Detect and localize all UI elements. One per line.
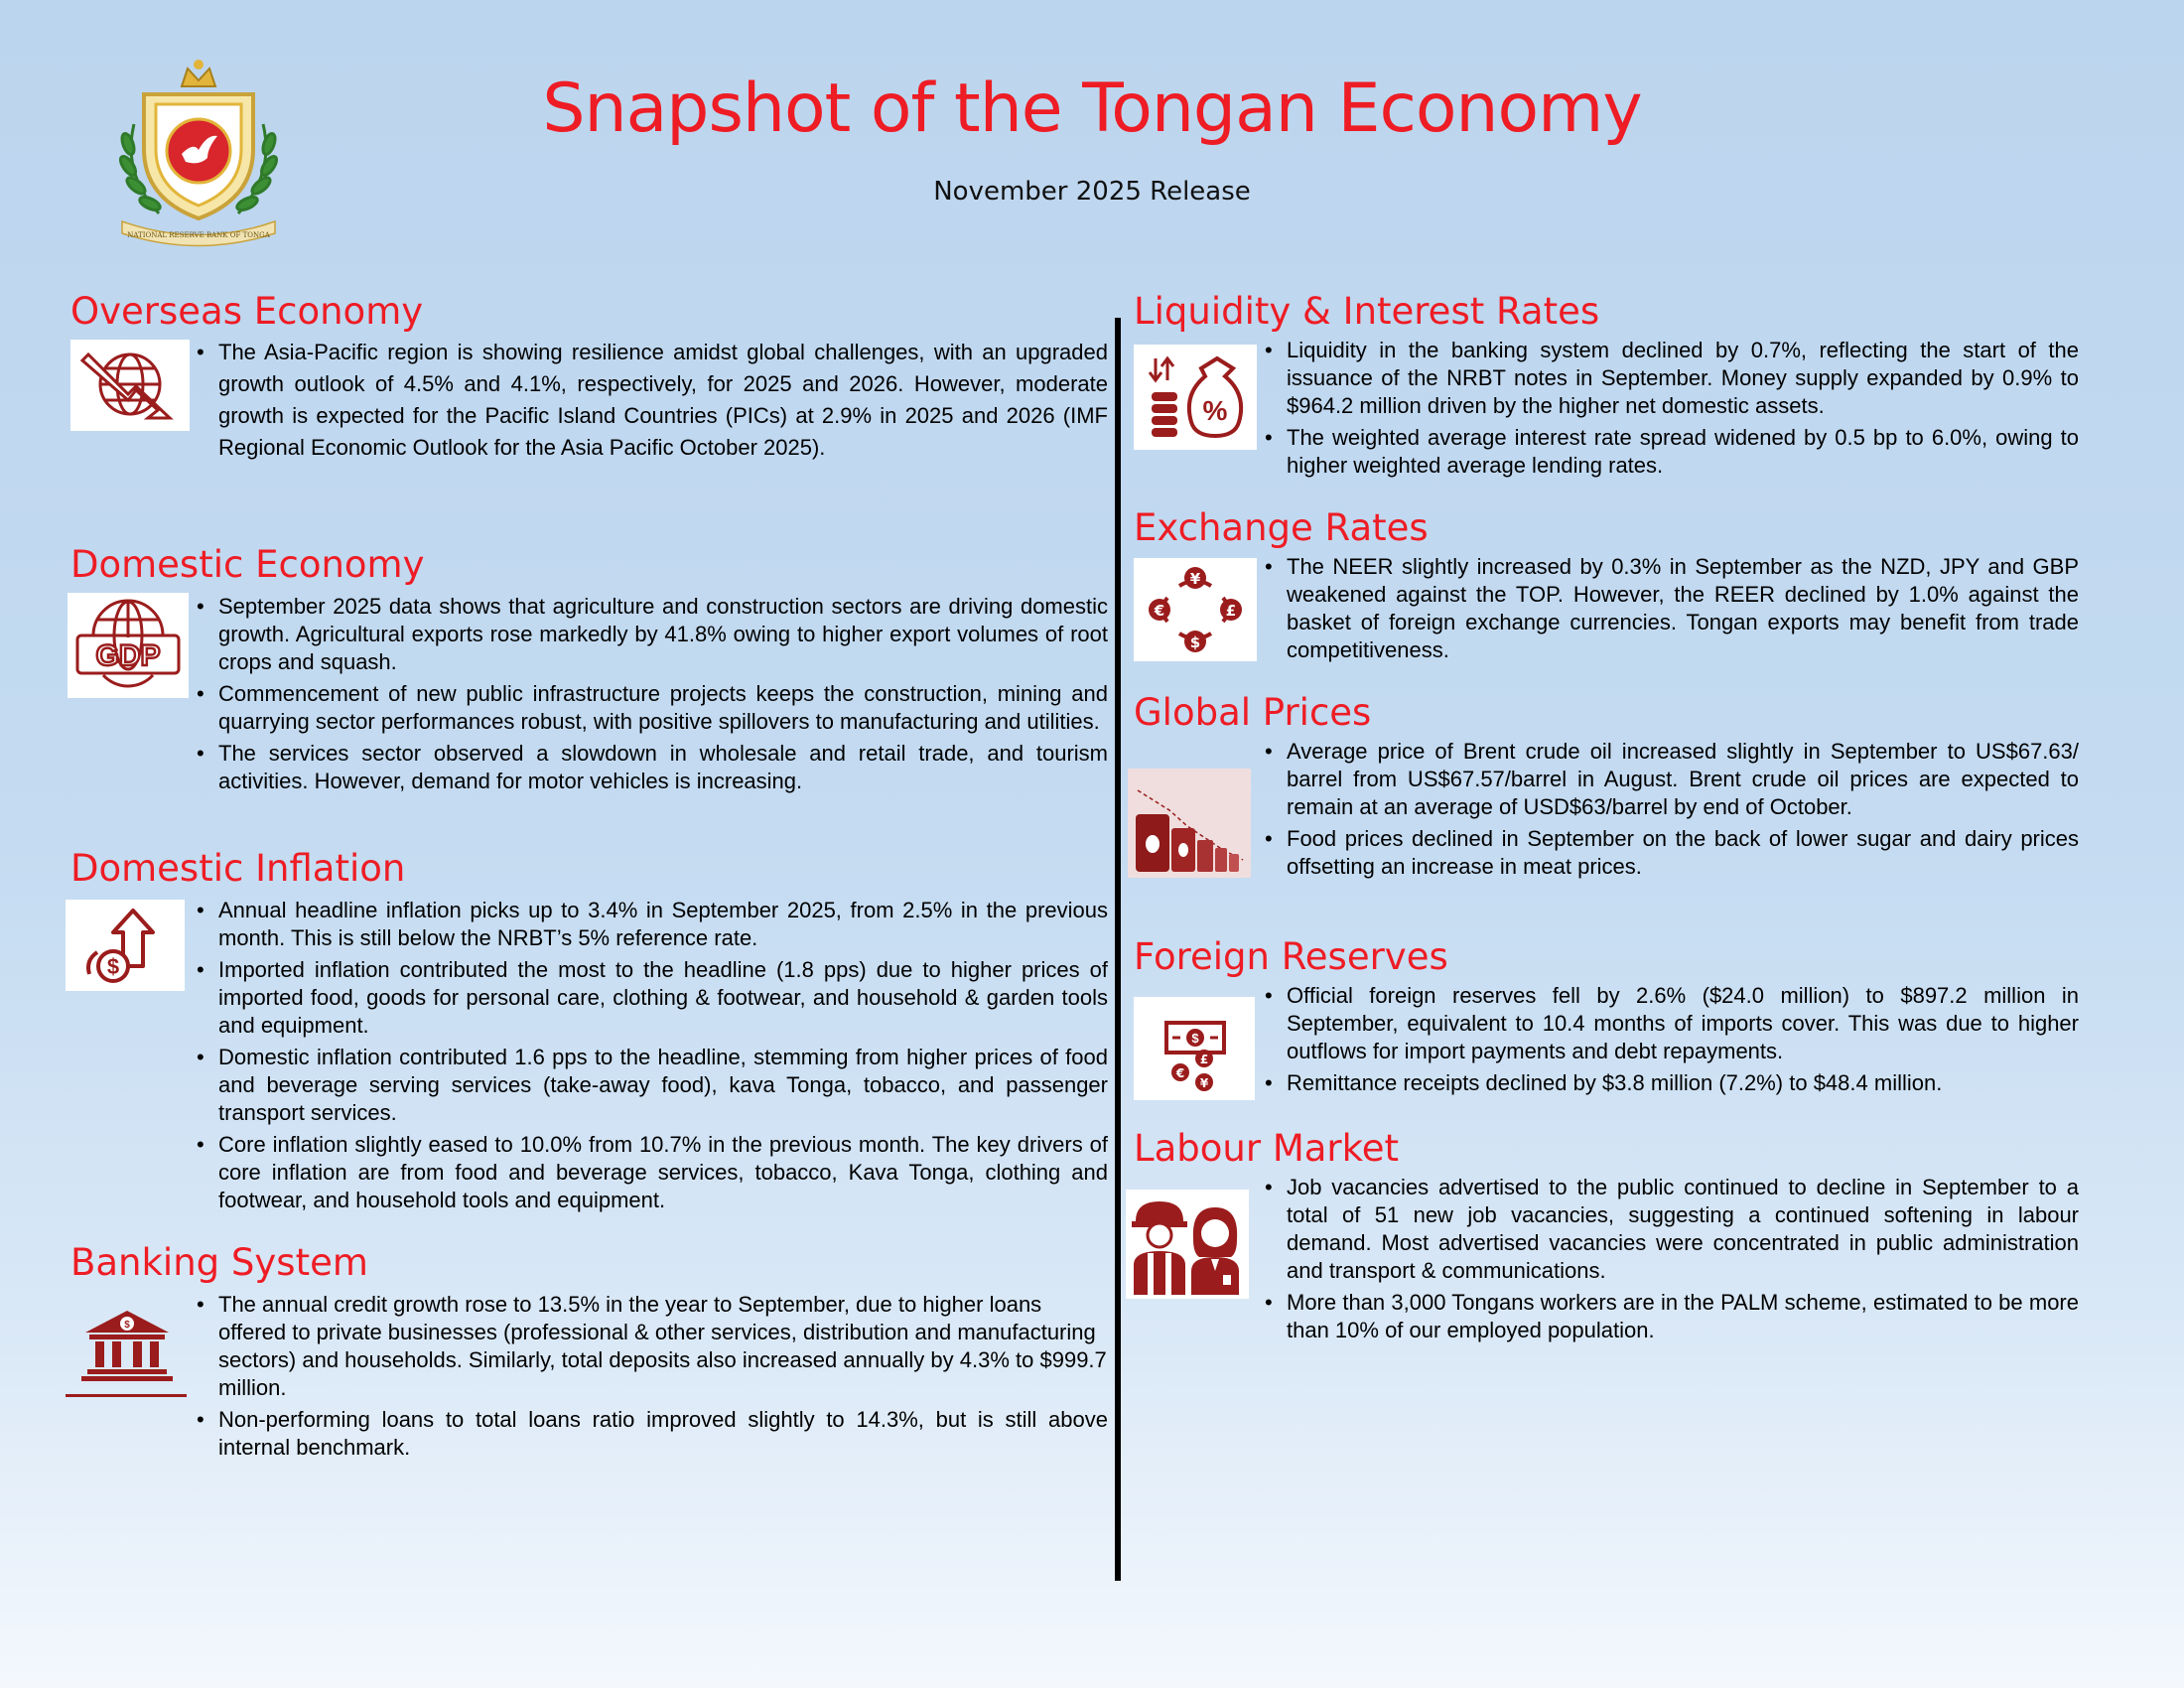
bullet-list [1265, 738, 2079, 885]
bullet-list [197, 1291, 1108, 1466]
inflation-arrow-icon [66, 900, 185, 991]
svg-text:£: £ [1225, 602, 1237, 620]
release-date: November 2025 Release [933, 177, 1251, 207]
banknote-coins-icon [1134, 997, 1255, 1100]
svg-text:$: $ [106, 954, 120, 979]
section-title: Domestic Inflation [70, 847, 406, 890]
bullet-list [1265, 982, 2079, 1101]
bullet-item: • The NEER slightly increased by 0.3% in September as the NZD, JPY and GBP weakened against the TOP. However, the REER declined by 1.0% against the basket of foreign exchange currencies. Tongan exports may benefit from trade competitiveness. [1265, 553, 2079, 664]
bullet-item: • Domestic inflation contributed 1.6 pps to the headline, stemming from higher prices of food and beverage serving services (take-away food), kava Tonga, tobacco, and passenger transport services. [197, 1044, 1108, 1127]
section-title: Labour Market [1134, 1127, 1400, 1170]
money-bag-percent-icon [1134, 345, 1257, 450]
bullet-list [197, 593, 1108, 799]
bullet-item: • Annual headline inflation picks up to 3.4% in September 2025, from 2.5% in the previous month. This is still below the NRBT’s 5% reference rate. [197, 897, 1108, 952]
svg-text:$: $ [1191, 1031, 1199, 1046]
svg-text:¥: ¥ [1189, 570, 1201, 588]
bullet-item: • Commencement of new public infrastructure projects keeps the construction, mining and quarrying sector performances robust, with positive spillovers to manufacturing and utilities. [197, 680, 1108, 736]
bullet-item: • Imported inflation contributed the most to the headline (1.8 pps) due to higher prices of imported food, goods for personal care, clothing & footwear, and household & garden tools and equipment. [197, 956, 1108, 1040]
bullet-item: • September 2025 data shows that agriculture and construction sectors are driving domestic growth. Agricultural exports rose markedly by 41.8% owing to higher export volumes of root crops and squash. [197, 593, 1108, 676]
svg-text:€: € [1154, 602, 1165, 620]
bullet-item: • More than 3,000 Tongans workers are in the PALM scheme, estimated to be more than 10% of our employed population. [1265, 1289, 2079, 1344]
bullet-item: • Food prices declined in September on the back of lower sugar and dairy prices offsetting an increase in meat prices. [1265, 825, 2079, 881]
bullet-item: • Remittance receipts declined by $3.8 million (7.2%) to $48.4 million. [1265, 1069, 2079, 1097]
column-divider [1115, 318, 1121, 1581]
globe-down-icon [70, 340, 190, 431]
bullet-item: • Official foreign reserves fell by 2.6% ($24.0 million) to $897.2 million in September, equivalent to 10.4 months of imports cover. This was due to higher outflows for import payments and debt repayments. [1265, 982, 2079, 1065]
section-title: Global Prices [1134, 691, 1372, 734]
bullet-item: • Job vacancies advertised to the public continued to decline in September to a total of 51 new job vacancies, suggesting a continued softening in labour demand. Most advertised vacancies were concentrated in public administration and transport & communications. [1265, 1174, 2079, 1285]
svg-text:%: % [1202, 395, 1228, 426]
bullet-item: • Average price of Brent crude oil increased slightly in September to US$67.63/ barrel from US$67.57/barrel in August. Brent crude oil prices are expected to remain at an average of USD$63/barrel by end of October. [1265, 738, 2079, 821]
currency-exchange-icon [1134, 558, 1257, 661]
svg-text:$: $ [124, 1320, 130, 1331]
section-title: Overseas Economy [70, 290, 424, 333]
workers-icon [1126, 1190, 1249, 1299]
bank-icon [66, 1296, 189, 1391]
svg-text:NATIONAL RESERVE BANK OF TONGA: NATIONAL RESERVE BANK OF TONGA [127, 231, 270, 239]
svg-text:£: £ [1199, 1053, 1209, 1066]
bullet-item: • The Asia-Pacific region is showing resilience amidst global challenges, with an upgraded growth outlook of 4.5% and 4.1%, respectively, for 2025 and 2026. However, moderate growth is expected for the Pacific Island Countries (PICs) at 2.9% in 2025 and 2026 (IMF Regional Economic Outlook for the Asia Pacific October 2025). [197, 337, 1108, 464]
bullet-item: • The weighted average interest rate spread widened by 0.5 bp to 6.0%, owing to higher weighted average lending rates. [1265, 424, 2079, 480]
svg-text:GDP: GDP [95, 639, 161, 672]
section-title: Foreign Reserves [1134, 935, 1448, 978]
bullet-item: • The services sector observed a slowdown in wholesale and retail trade, and tourism activities. However, demand for motor vehicles is increasing. [197, 740, 1108, 795]
section-title: Banking System [70, 1241, 368, 1284]
section-title: Liquidity & Interest Rates [1134, 290, 1600, 333]
bullet-list [1265, 337, 2079, 484]
bullet-item: • The annual credit growth rose to 13.5% in the year to September, due to higher loans offered to private businesses (professional & other services, distribution and manufacturing sectors) and households. Similarly, total deposits also increased annually by 4.3% to $999.7 million. [197, 1291, 1108, 1402]
bullet-list [197, 897, 1108, 1218]
section-title: Exchange Rates [1134, 506, 1429, 549]
bullet-list [1265, 1174, 2079, 1348]
bullet-list [197, 337, 1108, 468]
page-title: Snapshot of the Tongan Economy [542, 70, 1642, 148]
oil-barrels-icon [1128, 769, 1251, 878]
bullet-item: • Core inflation slightly eased to 10.0% from 10.7% in the previous month. The key drivers of core inflation are from food and beverage services, tobacco, Kava Tonga, clothing and footwear, and household tools and equipment. [197, 1131, 1108, 1214]
section-title: Domestic Economy [70, 543, 425, 586]
bullet-item: • Liquidity in the banking system declined by 0.7%, reflecting the start of the issuance of the NRBT notes in September. Money supply expanded by 0.9% to $964.2 million driven by the higher net domestic assets. [1265, 337, 2079, 420]
bullet-list [1265, 553, 2079, 668]
svg-text:$: $ [1189, 633, 1201, 651]
bullet-item: • Non-performing loans to total loans ratio improved slightly to 14.3%, but is still above internal benchmark. [197, 1406, 1108, 1462]
svg-text:¥: ¥ [1199, 1076, 1209, 1090]
svg-text:€: € [1175, 1066, 1185, 1080]
bank-icon-underline [66, 1394, 187, 1397]
gdp-globe-icon [68, 593, 189, 698]
